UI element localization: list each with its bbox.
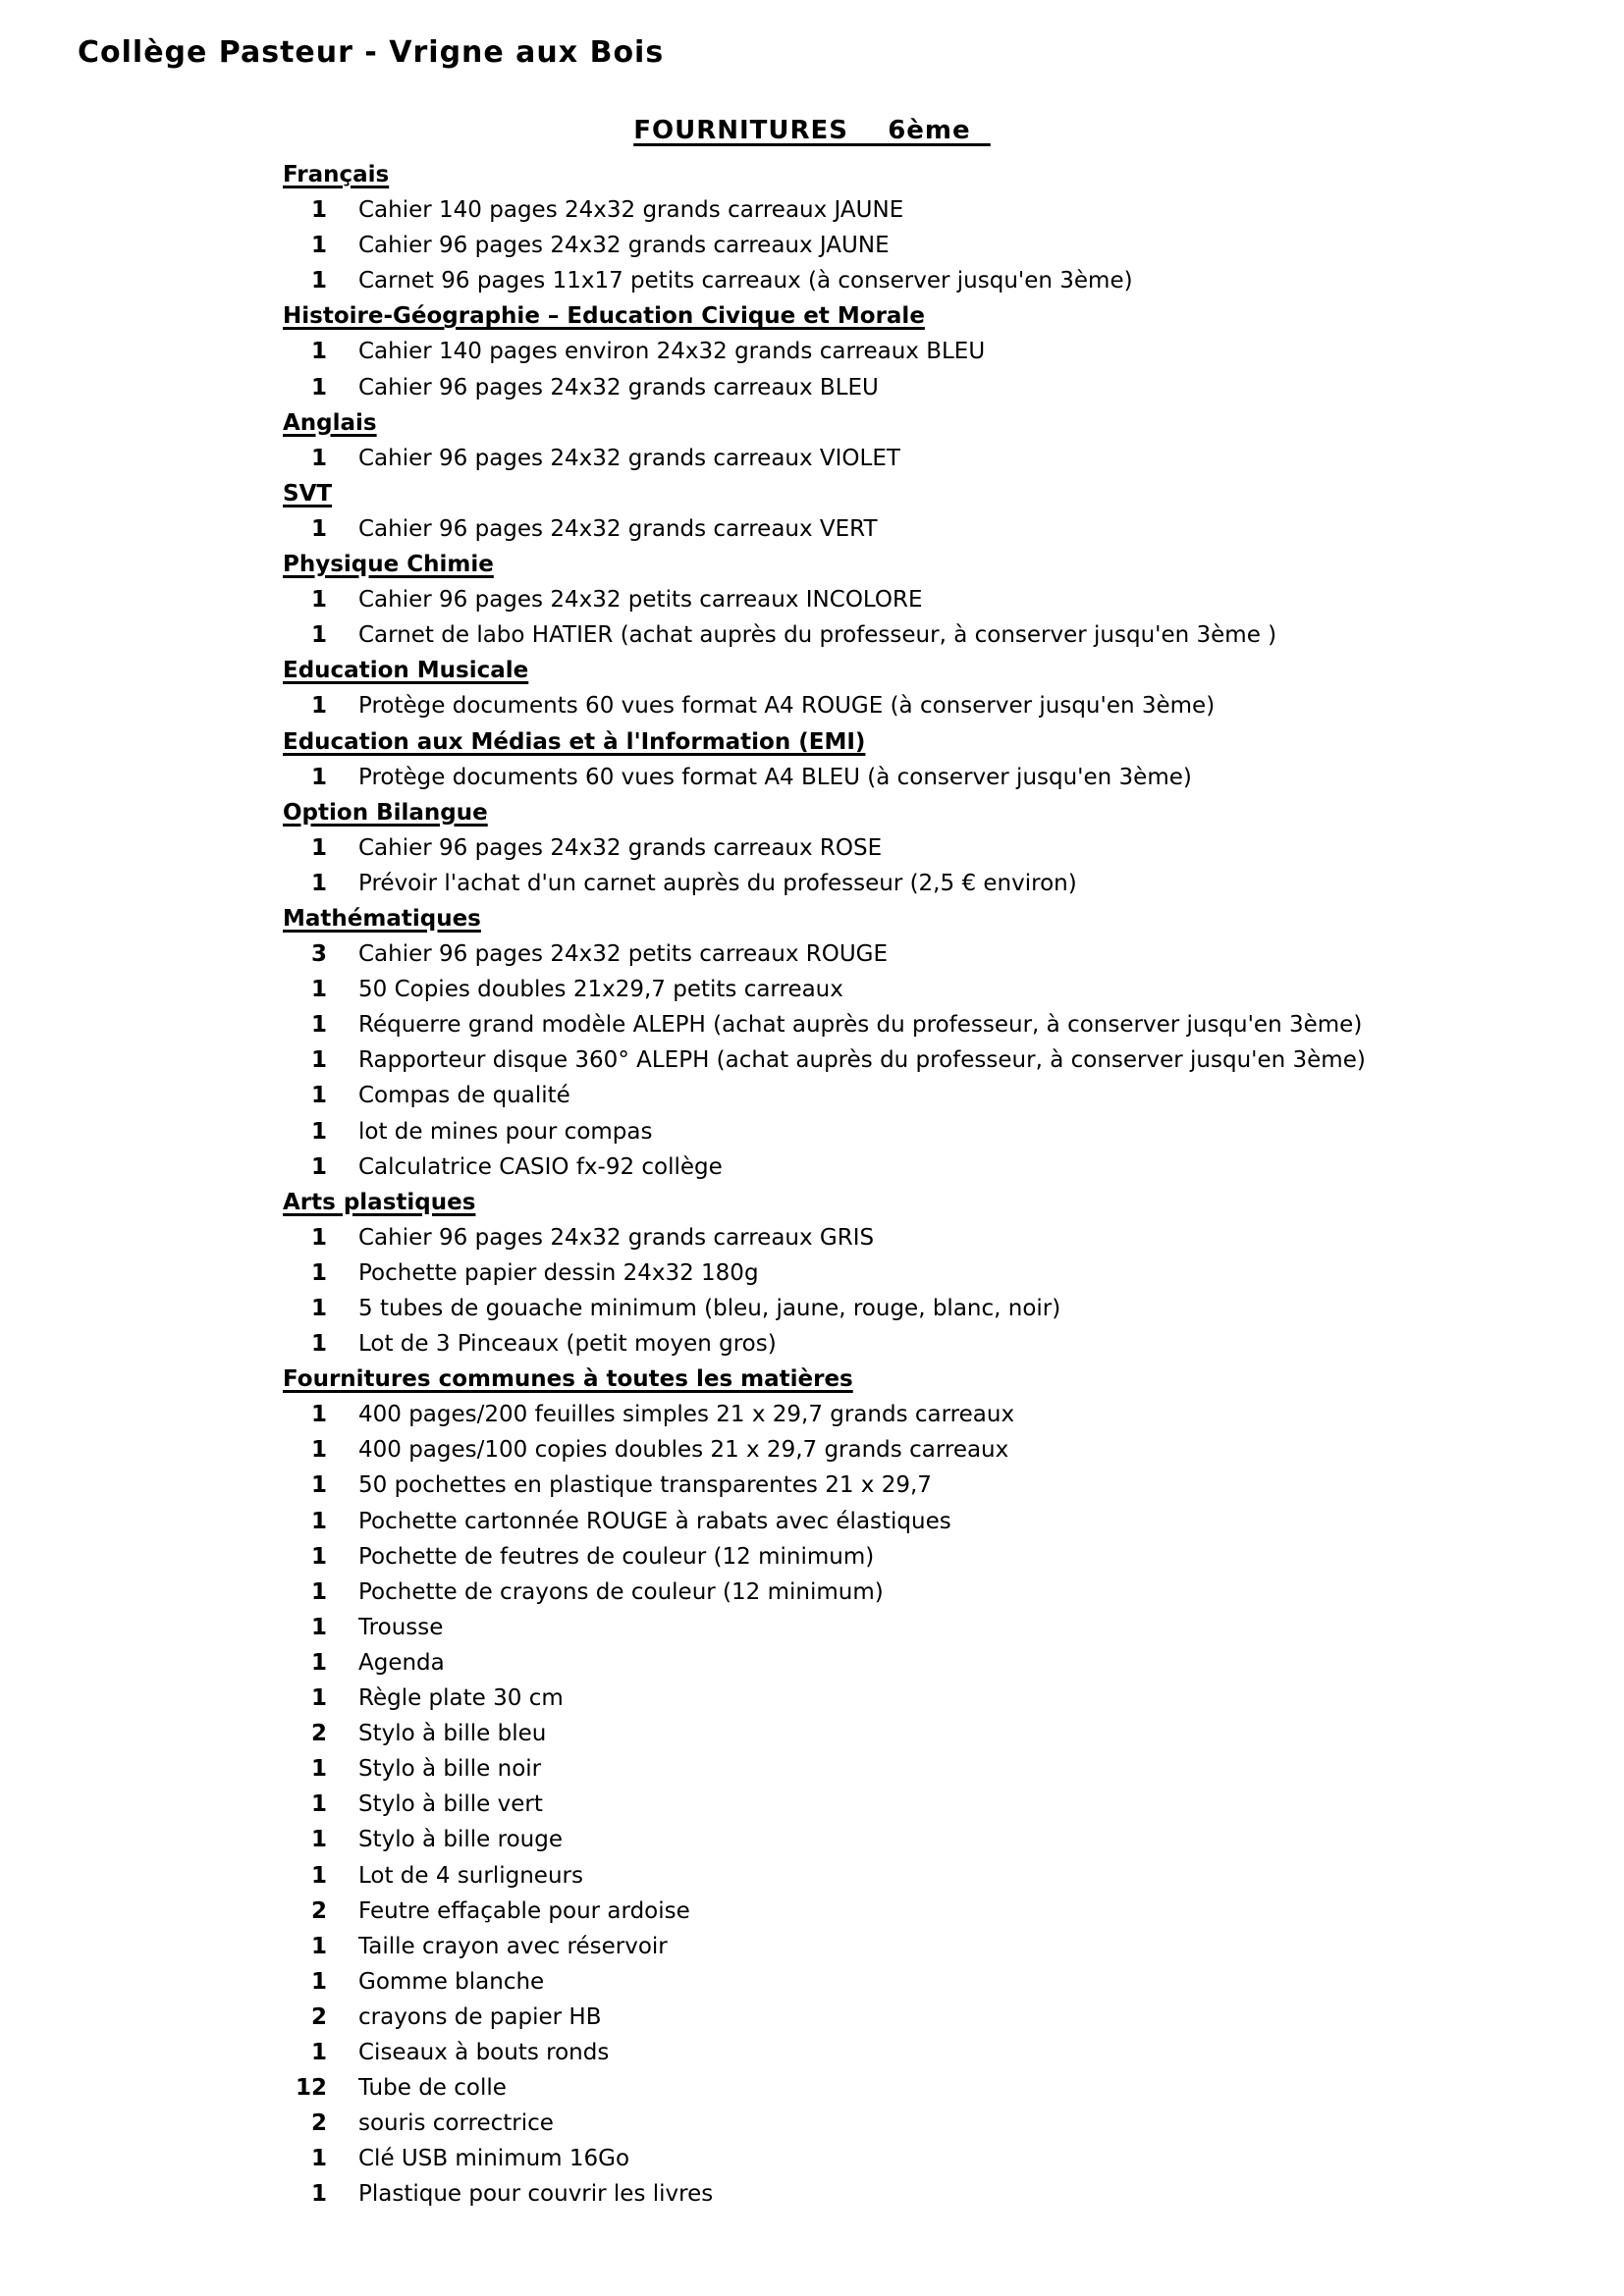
list-item <box>0 1397 1624 1432</box>
item-text: Pochette de feutres de couleur (12 minimum) <box>358 1543 875 1570</box>
item-text: Cahier 96 pages 24x32 grands carreaux GRIS <box>358 1224 875 1251</box>
item-quantity: 1 <box>310 1649 327 1676</box>
list-item <box>0 1539 1624 1575</box>
item-quantity: 1 <box>310 834 327 861</box>
list-item <box>0 334 1624 369</box>
list-heading-wrap <box>0 116 1624 145</box>
item-quantity: 1 <box>310 1756 327 1783</box>
list-item <box>0 1220 1624 1255</box>
item-quantity: 1 <box>310 1578 327 1605</box>
item-quantity: 1 <box>310 1862 327 1889</box>
item-quantity: 1 <box>310 1224 327 1251</box>
section-heading: Anglais <box>283 409 377 436</box>
list-item <box>0 1716 1624 1751</box>
list-item <box>0 1645 1624 1681</box>
item-text: Cahier 96 pages 24x32 grands carreaux BLEU <box>358 374 879 400</box>
item-text: Règle plate 30 cm <box>358 1685 564 1712</box>
item-text: Trousse <box>358 1614 444 1640</box>
item-quantity: 1 <box>310 1259 327 1286</box>
list-item <box>0 1255 1624 1291</box>
supplies-list-title: FOURNITURES 6ème <box>633 116 991 145</box>
list-item <box>0 1291 1624 1326</box>
section-heading: Education Musicale <box>283 658 529 684</box>
item-text: Calculatrice CASIO fx-92 collège <box>358 1153 723 1180</box>
item-text: Ciseaux à bouts ronds <box>358 2039 610 2065</box>
list-item <box>0 370 1624 405</box>
item-text: 400 pages/100 copies doubles 21 x 29,7 grands carreaux <box>358 1437 1009 1464</box>
item-quantity: 1 <box>310 1968 327 1995</box>
section-heading: Arts plastiques <box>283 1189 476 1215</box>
list-item <box>0 263 1624 298</box>
list-item <box>0 760 1624 795</box>
list-item <box>0 1929 1624 1964</box>
list-item <box>0 866 1624 901</box>
list-item <box>0 1042 1624 1078</box>
item-quantity: 2 <box>310 1897 327 1924</box>
list-item <box>0 936 1624 972</box>
item-text: Stylo à bille rouge <box>358 1827 563 1853</box>
list-item <box>0 1610 1624 1645</box>
item-text: Protège documents 60 vues format A4 BLEU (à conserver jusqu'en 3ème) <box>358 764 1192 790</box>
item-text: Carnet 96 pages 11x17 petits carreaux (à conserver jusqu'en 3ème) <box>358 268 1133 294</box>
item-quantity: 1 <box>310 870 327 896</box>
item-text: Cahier 96 pages 24x32 petits carreaux INCOLORE <box>358 587 923 614</box>
item-quantity: 1 <box>310 515 327 542</box>
item-quantity: 1 <box>310 1827 327 1853</box>
item-quantity: 1 <box>310 1472 327 1499</box>
item-quantity: 1 <box>310 587 327 614</box>
section-heading: Physique Chimie <box>283 552 494 578</box>
item-text: Compas de qualité <box>358 1083 570 1109</box>
item-quantity: 1 <box>310 1543 327 1570</box>
item-quantity: 1 <box>310 268 327 294</box>
item-text: 400 pages/200 feuilles simples 21 x 29,7 grands carreaux <box>358 1402 1015 1428</box>
item-text: Réquerre grand modèle ALEPH (achat auprès du professeur, à conserver jusqu'en 3ème) <box>358 1012 1363 1039</box>
list-item <box>0 1114 1624 1149</box>
item-quantity: 1 <box>310 1047 327 1074</box>
list-item <box>0 2141 1624 2176</box>
item-text: Cahier 96 pages 24x32 petits carreaux ROUGE <box>358 941 889 968</box>
item-text: Cahier 96 pages 24x32 grands carreaux JAUNE <box>358 233 890 259</box>
item-text: souris correctrice <box>358 2110 554 2137</box>
list-item <box>0 2000 1624 2035</box>
list-item <box>0 1504 1624 1539</box>
item-text: Lot de 4 surligneurs <box>358 1862 583 1889</box>
item-quantity: 1 <box>310 2039 327 2065</box>
item-text: Stylo à bille bleu <box>358 1721 547 1747</box>
item-quantity: 1 <box>310 622 327 649</box>
item-text: Gomme blanche <box>358 1968 545 1995</box>
item-text: Prévoir l'achat d'un carnet auprès du professeur (2,5 € environ) <box>358 870 1077 896</box>
item-quantity: 1 <box>310 1083 327 1109</box>
item-quantity: 1 <box>310 233 327 259</box>
item-quantity: 1 <box>310 977 327 1003</box>
item-quantity: 1 <box>310 1331 327 1358</box>
item-quantity: 1 <box>310 1153 327 1180</box>
item-text: Cahier 96 pages 24x32 grands carreaux VIOLET <box>358 445 900 471</box>
list-item <box>0 192 1624 228</box>
list-item <box>0 2035 1624 2070</box>
item-quantity: 1 <box>310 2146 327 2172</box>
item-text: Pochette papier dessin 24x32 180g <box>358 1259 759 1286</box>
item-quantity: 1 <box>310 1012 327 1039</box>
item-quantity: 1 <box>310 339 327 365</box>
item-text: Pochette de crayons de couleur (12 minimum) <box>358 1578 884 1605</box>
item-quantity: 1 <box>310 693 327 720</box>
item-quantity: 1 <box>310 1508 327 1534</box>
item-quantity: 1 <box>310 1402 327 1428</box>
item-text: lot de mines pour compas <box>358 1118 653 1145</box>
list-item <box>0 2176 1624 2212</box>
list-item <box>0 688 1624 723</box>
list-item <box>0 2106 1624 2141</box>
list-item <box>0 1078 1624 1113</box>
list-item <box>0 1894 1624 1929</box>
list-item <box>0 1468 1624 1503</box>
item-text: Rapporteur disque 360° ALEPH (achat auprès du professeur, à conserver jusqu'en 3ème) <box>358 1047 1366 1074</box>
item-quantity: 1 <box>310 764 327 790</box>
item-quantity: 1 <box>310 1296 327 1321</box>
item-text: Cahier 96 pages 24x32 grands carreaux VERT <box>358 515 878 542</box>
list-item <box>0 1964 1624 2000</box>
list-item <box>0 1149 1624 1185</box>
item-quantity: 1 <box>310 374 327 400</box>
list-item <box>0 1007 1624 1042</box>
item-quantity: 12 <box>295 2075 327 2102</box>
item-quantity: 1 <box>310 1614 327 1640</box>
list-item <box>0 1858 1624 1894</box>
section-heading: Fournitures communes à toutes les matières <box>283 1366 853 1393</box>
item-quantity: 1 <box>310 1791 327 1818</box>
item-quantity: 3 <box>310 941 327 968</box>
list-item <box>0 228 1624 263</box>
list-item <box>0 1432 1624 1468</box>
school-name-title: Collège Pasteur - Vrigne aux Bois <box>78 35 665 70</box>
item-quantity: 2 <box>310 2003 327 2030</box>
item-text: Tube de colle <box>358 2075 507 2102</box>
list-item <box>0 1751 1624 1787</box>
section-heading: Option Bilangue <box>283 799 488 826</box>
item-text: Clé USB minimum 16Go <box>358 2146 630 2172</box>
item-text: Carnet de labo HATIER (achat auprès du professeur, à conserver jusqu'en 3ème ) <box>358 622 1277 649</box>
item-text: 50 pochettes en plastique transparentes 21 x 29,7 <box>358 1472 932 1499</box>
item-text: Pochette cartonnée ROUGE à rabats avec élastiques <box>358 1508 951 1534</box>
item-text: Cahier 140 pages 24x32 grands carreaux JAUNE <box>358 197 904 224</box>
item-quantity: 2 <box>310 2110 327 2137</box>
item-text: Taille crayon avec réservoir <box>358 1933 668 1959</box>
list-item <box>0 1575 1624 1610</box>
item-text: Cahier 140 pages environ 24x32 grands carreaux BLEU <box>358 339 986 365</box>
list-item <box>0 1822 1624 1857</box>
item-text: 5 tubes de gouache minimum (bleu, jaune, rouge, blanc, noir) <box>358 1296 1061 1321</box>
list-item <box>0 1787 1624 1822</box>
item-text: Feutre effaçable pour ardoise <box>358 1897 690 1924</box>
item-text: Plastique pour couvrir les livres <box>358 2181 714 2208</box>
item-text: crayons de papier HB <box>358 2003 602 2030</box>
item-quantity: 1 <box>310 2181 327 2208</box>
list-item <box>0 1681 1624 1716</box>
item-text: Agenda <box>358 1649 445 1676</box>
item-quantity: 2 <box>310 1721 327 1747</box>
item-text: Lot de 3 Pinceaux (petit moyen gros) <box>358 1331 777 1358</box>
list-item <box>0 511 1624 547</box>
item-text: Stylo à bille vert <box>358 1791 543 1818</box>
item-text: Protège documents 60 vues format A4 ROUGE (à conserver jusqu'en 3ème) <box>358 693 1216 720</box>
list-item <box>0 830 1624 866</box>
list-item <box>0 617 1624 653</box>
list-item <box>0 582 1624 617</box>
item-quantity: 1 <box>310 445 327 471</box>
list-item <box>0 972 1624 1007</box>
list-item <box>0 1326 1624 1362</box>
list-item <box>0 441 1624 476</box>
section-heading: Français <box>283 162 390 187</box>
item-quantity: 1 <box>310 197 327 224</box>
item-text: Cahier 96 pages 24x32 grands carreaux ROSE <box>358 834 883 861</box>
item-quantity: 1 <box>310 1437 327 1464</box>
section-heading: Mathématiques <box>283 905 481 932</box>
section-heading: Education aux Médias et à l'Information (EMI) <box>283 728 866 755</box>
item-quantity: 1 <box>310 1118 327 1145</box>
section-heading: Histoire-Géographie – Education Civique et Morale <box>283 303 925 330</box>
item-quantity: 1 <box>310 1685 327 1712</box>
item-quantity: 1 <box>310 1933 327 1959</box>
item-text: 50 Copies doubles 21x29,7 petits carreaux <box>358 977 843 1003</box>
section-heading: SVT <box>283 480 333 507</box>
sections-container <box>0 157 1624 2212</box>
list-item <box>0 2070 1624 2106</box>
item-text: Stylo à bille noir <box>358 1756 542 1783</box>
